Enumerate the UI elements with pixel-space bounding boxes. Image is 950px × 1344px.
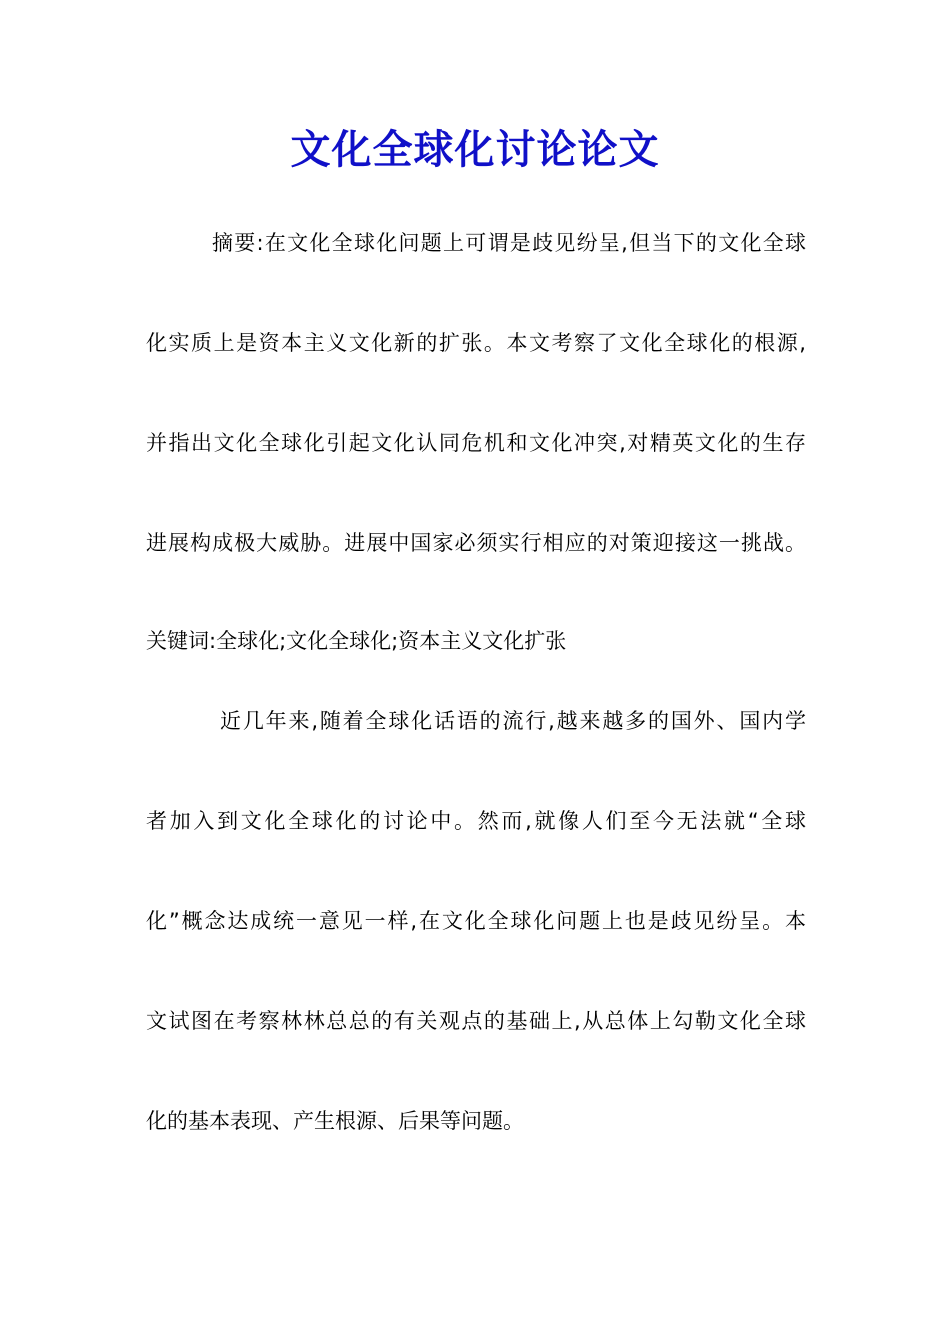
keywords-line: 关键词:全球化;文化全球化;资本主义文化扩张 [146,629,567,653]
intro-line-1: 近几年来,随着全球化话语的流行,越来越多的国外、国内学 [220,709,806,733]
intro-line-3: 化”概念达成统一意见一样,在文化全球化问题上也是歧见纷呈。本 [146,909,806,933]
abstract-line-3: 并指出文化全球化引起文化认同危机和文化冲突,对精英文化的生存 [146,431,806,455]
abstract-line-4: 进展构成极大威胁。进展中国家必须实行相应的对策迎接这一挑战。 [146,531,806,555]
intro-line-2: 者加入到文化全球化的讨论中。然而,就像人们至今无法就“全球 [146,809,806,833]
abstract-line-1: 摘要:在文化全球化问题上可谓是歧见纷呈,但当下的文化全球 [212,231,806,255]
document-title: 文化全球化讨论论文 [290,126,660,173]
intro-line-5: 化的基本表现、产生根源、后果等问题。 [146,1109,524,1133]
intro-line-4: 文试图在考察林林总总的有关观点的基础上,从总体上勾勒文化全球 [146,1009,806,1033]
abstract-line-2: 化实质上是资本主义文化新的扩张。本文考察了文化全球化的根源, [146,331,806,355]
